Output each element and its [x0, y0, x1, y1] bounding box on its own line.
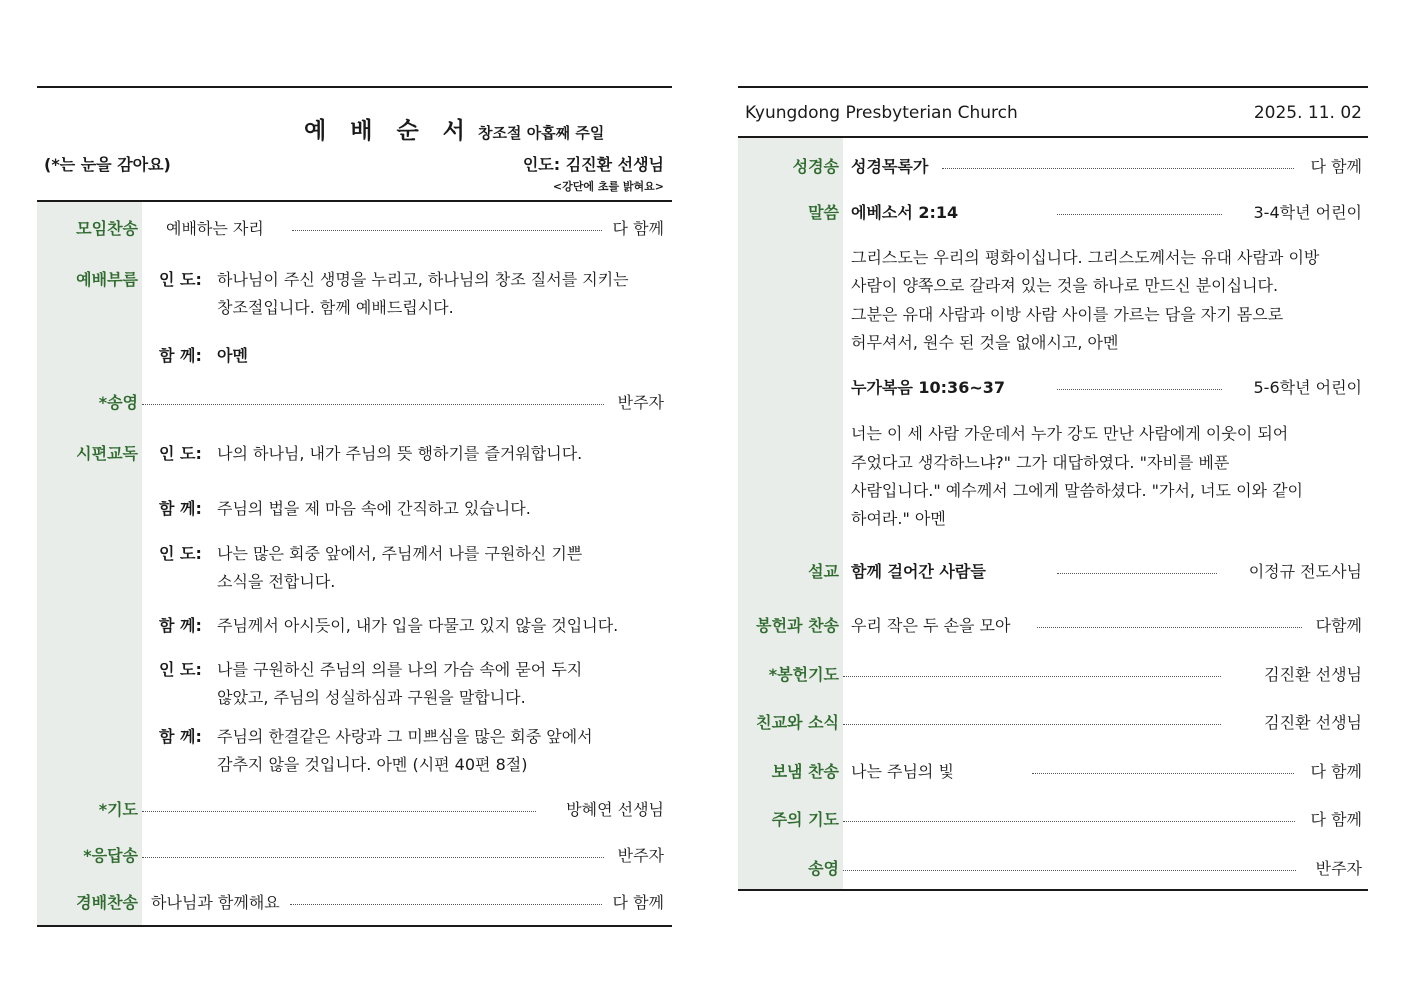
- item-performer: 5-6학년 어린이: [1253, 378, 1362, 397]
- reading-line: 주님의 법을 제 마음 속에 간직하고 있습니다.: [217, 499, 531, 518]
- item-label: *응답송: [83, 846, 138, 865]
- eyes-note: (*는 눈을 감아요): [44, 155, 171, 174]
- dot-leader: [843, 676, 1221, 677]
- item-performer: 다 함께: [1310, 762, 1362, 781]
- reading-line: 창조절입니다. 함께 예배드립시다.: [217, 298, 454, 317]
- sermon-title: 함께 걸어간 사람들: [851, 562, 986, 581]
- bulletin-subtitle: 창조절 아홉째 주일: [478, 124, 605, 142]
- reading-role: 인 도:: [159, 544, 202, 563]
- scripture-line: 사람입니다." 예수께서 그에게 말씀하셨다. "가서, 너도 이와 같이: [851, 481, 1303, 500]
- reading-role: 인 도:: [159, 660, 202, 679]
- item-title: 예배하는 자리: [166, 219, 264, 238]
- reading-line: 주님의 한결같은 사랑과 그 미쁘심을 많은 회중 앞에서: [217, 727, 593, 746]
- item-performer: 반주자: [1315, 859, 1362, 878]
- candle-note: <강단에 초를 밝혀요>: [552, 180, 664, 193]
- reading-line: 나는 많은 회중 앞에서, 주님께서 나를 구원하신 기쁜: [217, 544, 583, 563]
- service-date: 2025. 11. 02: [1253, 103, 1362, 123]
- item-label: *봉헌기도: [768, 665, 839, 684]
- reading-role: 함 께:: [159, 727, 202, 746]
- dot-leader: [1032, 773, 1294, 774]
- item-performer: 다 함께: [1310, 810, 1362, 829]
- dot-leader: [1057, 214, 1222, 215]
- dot-leader: [292, 230, 602, 231]
- reading-role: 함 께:: [159, 346, 202, 365]
- item-label: 모임찬송: [76, 219, 138, 238]
- scripture-reference: 에베소서 2:14: [851, 203, 959, 222]
- item-label: *기도: [98, 800, 138, 819]
- item-label: 경배찬송: [76, 893, 138, 912]
- dot-leader: [142, 857, 604, 858]
- item-performer: 다 함께: [1310, 157, 1362, 176]
- church-name: Kyungdong Presbyterian Church: [745, 103, 1018, 123]
- item-performer: 이정규 전도사님: [1248, 562, 1362, 581]
- reading-role: 인 도:: [159, 444, 202, 463]
- reading-line: 하나님이 주신 생명을 누리고, 하나님의 창조 질서를 지키는: [217, 270, 629, 289]
- item-label: 예배부름: [76, 270, 138, 289]
- item-label: 말씀: [808, 203, 839, 222]
- scripture-line: 그리스도는 우리의 평화이십니다. 그리스도께서는 유대 사람과 이방: [851, 248, 1320, 267]
- reading-role: 인 도:: [159, 270, 202, 289]
- scripture-line: 허무셔서, 원수 된 것을 없애시고, 아멘: [851, 333, 1119, 352]
- item-performer: 다함께: [1315, 616, 1362, 635]
- item-label: 친교와 소식: [756, 713, 839, 732]
- order-bottom-rule: [738, 889, 1368, 891]
- item-label: 성경송: [792, 157, 839, 176]
- item-title: 우리 작은 두 손을 모아: [851, 616, 1011, 635]
- item-label: 주의 기도: [771, 810, 839, 829]
- dot-leader: [843, 870, 1296, 871]
- scripture-line: 그분은 유대 사람과 이방 사람 사이를 가르는 담을 자기 몸으로: [851, 305, 1284, 324]
- reading-line: 나의 하나님, 내가 주님의 뜻 행하기를 즐거워합니다.: [217, 444, 583, 463]
- reading-line: 소식을 전합니다.: [217, 572, 336, 591]
- dot-leader: [843, 724, 1221, 725]
- dot-leader: [290, 904, 602, 905]
- reading-role: 함 께:: [159, 499, 202, 518]
- reading-line: 감추지 않을 것입니다. 아멘 (시편 40편 8절): [217, 755, 528, 774]
- item-performer: 다 함께: [612, 893, 664, 912]
- item-performer: 다 함께: [612, 219, 664, 238]
- reading-line: 주님께서 아시듯이, 내가 입을 다물고 있지 않을 것입니다.: [217, 616, 619, 635]
- reading-role: 함 께:: [159, 616, 202, 635]
- top-rule: [37, 86, 672, 88]
- dot-leader: [843, 821, 1295, 822]
- item-title: 성경목록가: [851, 157, 929, 176]
- dot-leader: [142, 811, 536, 812]
- scripture-line: 사람이 양쪽으로 갈라져 있는 것을 하나로 만드신 분이십니다.: [851, 276, 1279, 295]
- item-performer: 김진환 선생님: [1264, 665, 1362, 684]
- item-title: 나는 주님의 빛: [851, 762, 954, 781]
- bulletin-title-group: [304, 112, 604, 145]
- dot-leader: [1057, 389, 1222, 390]
- scripture-line: 하여라." 아멘: [851, 509, 946, 528]
- dot-leader: [942, 168, 1294, 169]
- order-bottom-rule: [37, 925, 672, 927]
- item-label: 설교: [808, 562, 839, 581]
- item-label: 시편교독: [76, 444, 138, 463]
- dot-leader: [142, 404, 604, 405]
- item-label: 보냄 찬송: [771, 762, 839, 781]
- scripture-line: 주었다고 생각하느냐?" 그가 대답하였다. "자비를 베푼: [851, 453, 1230, 472]
- item-performer: 반주자: [617, 846, 664, 865]
- bulletin-title: 예 배 순 서: [304, 118, 473, 144]
- scripture-line: 너는 이 세 사람 가운데서 누가 강도 만난 사람에게 이웃이 되어: [851, 424, 1289, 443]
- reading-line: 나를 구원하신 주님의 의를 나의 가슴 속에 묻어 두지: [217, 660, 583, 679]
- item-performer: 반주자: [617, 393, 664, 412]
- item-label: *송영: [98, 393, 138, 412]
- item-performer: 3-4학년 어린이: [1253, 203, 1362, 222]
- reading-line: 아멘: [217, 346, 248, 365]
- scripture-reference: 누가복음 10:36~37: [851, 378, 1005, 397]
- top-rule: [738, 86, 1368, 88]
- item-label: 봉헌과 찬송: [756, 616, 839, 635]
- leader: 인도: 김진환 선생님: [522, 155, 664, 174]
- item-title: 하나님과 함께해요: [151, 893, 280, 912]
- dot-leader: [1037, 627, 1302, 628]
- dot-leader: [1057, 573, 1217, 574]
- reading-line: 않았고, 주님의 성실하심과 구원을 말합니다.: [217, 688, 526, 707]
- item-performer: 김진환 선생님: [1264, 713, 1362, 732]
- item-performer: 방혜연 선생님: [566, 800, 664, 819]
- item-label: 송영: [808, 859, 839, 878]
